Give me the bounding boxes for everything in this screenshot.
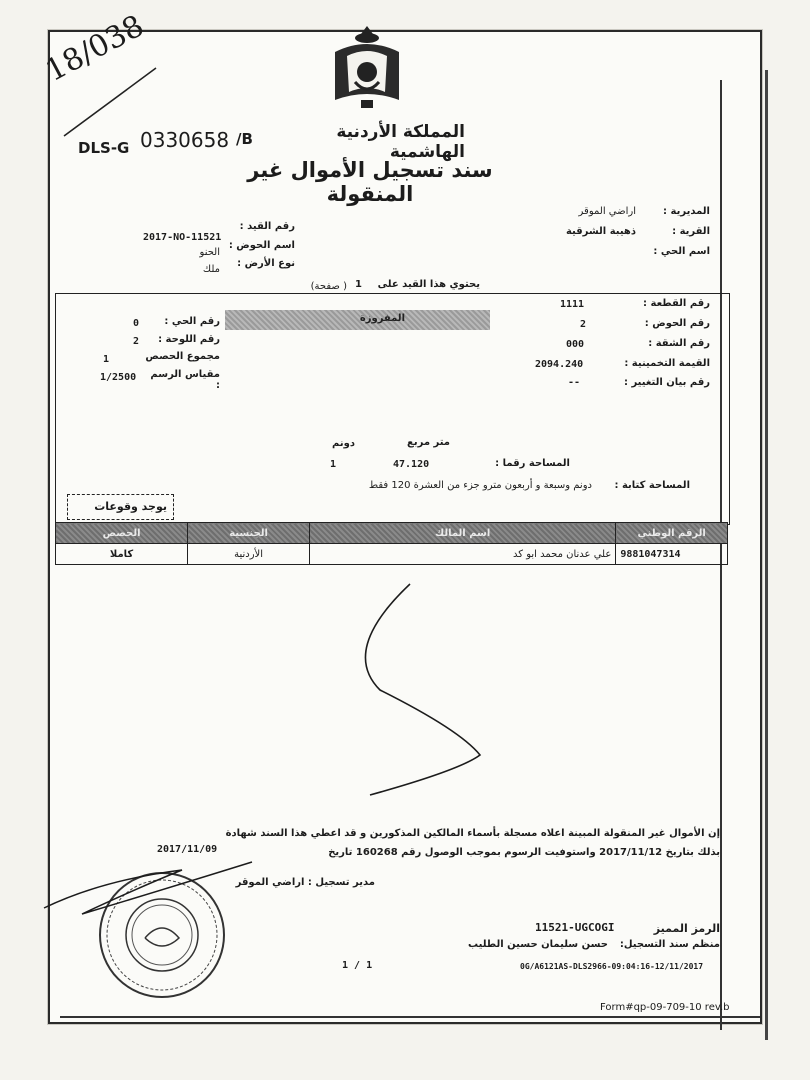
code-label: الرمز المميز [653, 922, 720, 935]
cancel-stroke [340, 580, 500, 800]
district-no-label: رقم الحي : [164, 316, 220, 327]
parcel-value: 1111 [560, 299, 585, 310]
page-indicator: 1 / 1 [342, 960, 373, 971]
owners-header-row [56, 523, 728, 544]
serial-number: 0330658 [140, 128, 230, 152]
cert-date: 2017/11/09 [157, 844, 218, 855]
handwritten-number: 18/038 [40, 8, 150, 89]
parcel-label: رقم القطعة : [643, 298, 710, 309]
col-owner-name: اسم المالك [310, 523, 616, 544]
village-label: القرية : [672, 226, 710, 237]
area-sqm-value: 47.120 [393, 459, 430, 470]
estimated-value: 2094.240 [535, 359, 584, 370]
bottom-frame-line [60, 1016, 760, 1018]
basin-name-value: الحنو [199, 247, 220, 258]
land-type-label: نوع الأرض : [237, 258, 295, 269]
record-no-label: رقم القيد : [239, 221, 295, 232]
area-col-dunum: دونم [332, 438, 355, 449]
incidents-box [67, 494, 174, 520]
cell-owner-name: علي عدنان محمد ابو كد [310, 544, 616, 565]
change-statement-value: -- [568, 377, 581, 388]
owners-table [55, 522, 728, 565]
village-value: ذهيبة الشرقية [565, 226, 636, 237]
cell-national-id: 9881047314 [616, 544, 728, 565]
form-number: Form#qp-09-709-10 rev.b [600, 1002, 730, 1013]
serial-suffix: /B [236, 130, 253, 148]
change-statement-label: رقم بيان التغيير : [623, 377, 710, 388]
plot-label: رقم الشقة : [648, 338, 710, 349]
col-shares: الحصص [56, 523, 188, 544]
contains-count: 1 [355, 279, 362, 290]
area-dunum-value: 1 [330, 459, 337, 470]
district-label: اسم الحي : [653, 246, 710, 257]
scale-value: 1/2500 [100, 372, 137, 383]
col-nationality: الجنسية [188, 523, 310, 544]
directorate-label: المديرية : [663, 206, 710, 217]
col-national-id: الرقم الوطني [616, 523, 728, 544]
organizer-value: حسن سليمان حسين الطليب [468, 939, 608, 950]
coat-of-arms-icon [325, 22, 409, 112]
cell-shares: كاملا [56, 544, 188, 565]
land-type-value: ملك [202, 264, 220, 275]
contains-unit: ( صفحة) [310, 281, 347, 292]
shares-total-value: 1 [103, 354, 110, 365]
area-written-value: دونم وسبعة و أربعون مترو جزء من العشرة 120 فقط [368, 480, 592, 491]
shares-total-label: مجموع الحصص [145, 351, 220, 362]
director-label: مدير تسجيل : اراضي الموقر [235, 877, 375, 888]
organizer-label: منظم سند التسجيل: [619, 939, 720, 950]
scale-label: مقياس الرسم : [150, 369, 220, 391]
contains-text: يحتوي هذا القيد على [377, 279, 480, 290]
table-row [56, 544, 728, 565]
serial-prefix: DLS-G [78, 139, 130, 157]
certification-line-1: إن الأموال غير المنقولة المبينة اعلاه مسجلة بأسماء المالكين المذكورين و قد اعطي هذا السند شهادة [225, 828, 720, 839]
outer-frame-line [765, 70, 768, 1040]
certification-line-2: بذلك بتاريخ 2017/11/12 واستوفيت الرسوم بموجب الوصول رقم 160268 تاريخ [328, 847, 720, 858]
plot-value: 000 [566, 339, 585, 350]
estimated-value-label: القيمة التخمينية : [624, 358, 710, 369]
incidents-text: يوجد وقوعات [94, 500, 167, 513]
document-title: سند تسجيل الأموال غير المنقولة [247, 158, 493, 206]
redacted-banner [225, 310, 490, 330]
banner-text: المفروزة [359, 313, 405, 324]
basin-no-value: 2 [580, 319, 587, 330]
area-col-sqm: متر مربع [407, 437, 450, 448]
signature-mark [42, 850, 262, 920]
system-ref: 0G/A6121AS-DLS2966-09:04:16-12/11/2017 [520, 962, 704, 971]
code-value: 11521-UGCOGI [535, 921, 615, 934]
directorate-value: اراضي الموقر [578, 206, 636, 217]
basin-name-label: اسم الحوض : [228, 240, 295, 251]
area-numeric-label: المساحة رقما : [495, 458, 570, 469]
area-written-label: المساحة كتابة : [614, 480, 690, 491]
kingdom-name: المملكة الأردنية الهاشمية [336, 122, 465, 162]
plate-label: رقم اللوحة : [158, 334, 220, 345]
record-no-value: 2017-NO-11521 [143, 232, 222, 243]
district-no-value: 0 [133, 318, 140, 329]
plate-value: 2 [133, 336, 140, 347]
basin-no-label: رقم الحوض : [644, 318, 710, 329]
cell-nationality: الأردنية [188, 544, 310, 565]
